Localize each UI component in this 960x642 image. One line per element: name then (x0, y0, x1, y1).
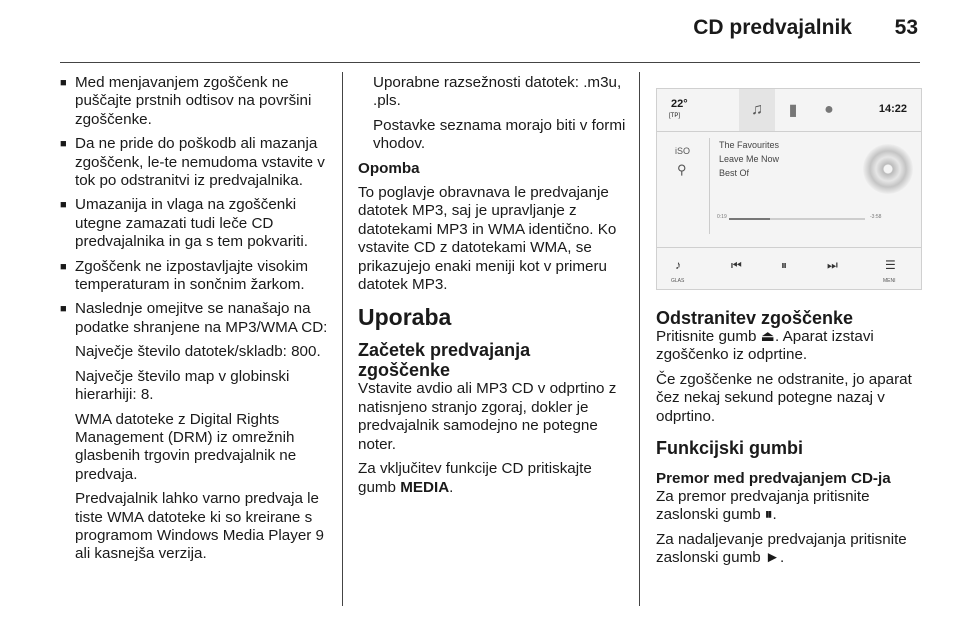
page-header-title: CD predvajalnik (693, 16, 852, 39)
phone-icon: ▮ (788, 102, 798, 119)
paragraph: WMA datoteke z Digital Rights Management (DRM) iz omrežnih glasbenih trgovin predvajalnik ne predvaja. (75, 410, 297, 483)
status-bar (657, 89, 921, 132)
music-note-icon: ♫ (739, 89, 775, 131)
text: Za premor predvajanja pritisnite zaslonski gumb (656, 488, 870, 524)
playlist-info (358, 74, 626, 154)
paragraph: Če zgoščenke ne odstranite, jo aparat čez nekaj sekund potegne nazaj v odprtino. (656, 370, 912, 425)
column-divider-2 (639, 72, 640, 606)
subsection-heading: Odstranitev zgoščenke (656, 308, 854, 328)
track-album: Best Of (719, 168, 750, 178)
progress-fill (729, 218, 770, 220)
mp3-limits (60, 343, 328, 563)
cd-disc-icon (863, 144, 913, 194)
media-button-label: MEDIA (400, 478, 450, 496)
progress-bar (729, 218, 865, 220)
section-heading: Uporaba (358, 304, 452, 331)
paragraph (656, 328, 926, 365)
paragraph: Uporabne razsežnosti datotek: .m3u, .pls. (373, 74, 622, 110)
text: Za nadaljevanje predvajanja pritisnite zaslonski gumb (656, 530, 907, 567)
paragraph: Največje število datotek/skladb: 800. (75, 343, 321, 361)
bullet-item: ■ Zgoščenk ne izpostavljajte visokim temperaturam in sončnim žarkom. (60, 258, 328, 295)
info-icon: ● (824, 101, 834, 118)
previous-track-icon: ⏮ (731, 258, 742, 272)
bullet-item: ■ Umazanija in vlaga na zgoščenki utegne zamazati tudi leče CD predvajalnika in ga s tem pokvariti. (60, 196, 328, 251)
paragraph (656, 531, 926, 568)
header-divider (60, 62, 920, 63)
subsection-heading: Začetek predvajanja zgoščenke (358, 340, 531, 381)
bullet-item: ■ Da ne pride do poškodb ali mazanja zgoščenk, le-te nemudoma vstavite v tok po odstranitvi iz predvajalnika. (60, 135, 328, 190)
page-number: 53 (894, 16, 918, 39)
now-playing-area (657, 132, 921, 247)
note-text: To poglavje obravnava le predvajanje datotek MP3, saj je upravljanje z datotekami MP3 in WMA identično. Ko vstavite CD z datotekami WMA, se prikazujejo enaki meniji kot v primeru datotek MP3. (358, 184, 617, 294)
audio-settings-icon: ♪ (675, 258, 681, 272)
text: . (449, 478, 454, 496)
bullet-item: ■ Naslednje omejitve se nanašajo na podatke shranjene na MP3/WMA CD: (60, 300, 328, 337)
divider (709, 138, 710, 234)
infotainment-screen-illustration (656, 88, 922, 290)
text: . Aparat izstavi zgoščenko iz odprtine. (656, 328, 874, 364)
subsection-heading: Funkcijski gumbi (656, 438, 804, 459)
column-1 (60, 74, 328, 570)
bullet-item: ■ Med menjavanjem zgoščenk ne puščajte prstnih odtisov na površini zgoščenke. (60, 74, 328, 129)
minor-heading: Premor med predvajanjem CD-ja (656, 470, 891, 488)
text: Pritisnite gumb (656, 328, 761, 345)
elapsed-time: 0:19 (717, 214, 727, 220)
play-icon: ► (764, 549, 780, 567)
clock: 14:22 (878, 103, 907, 115)
total-time: -3:58 (870, 214, 882, 220)
note-title: Opomba (358, 159, 420, 177)
column-divider-1 (342, 72, 343, 606)
paragraph: Največje število map v globinski hierarhiji: 8. (75, 367, 290, 404)
track-artist: Leave Me Now (719, 154, 780, 164)
eject-icon: ⏏ (760, 328, 776, 345)
pause-icon: ⏸ (781, 258, 788, 272)
control-bar (657, 247, 921, 290)
pause-icon: ⏸ (764, 506, 773, 524)
paragraph: Predvajalnik lahko varno predvaja le tiste WMA datoteke ki so kreirane s programom Windows Media Player 9 ali kasnejša verzija. (75, 490, 324, 563)
text: . (772, 506, 777, 524)
paragraph (656, 488, 926, 525)
temperature: 22° (671, 98, 688, 110)
paragraph: Vstavite avdio ali MP3 CD v odprtino z natisnjeno stranjo zgoraj, dokler je predvajalnik samodejno ne potegne noter. (358, 380, 617, 453)
source-label: iSO (675, 146, 691, 156)
bullet-list (60, 74, 328, 337)
menu-label: MENI (883, 278, 896, 284)
track-title: The Favourites (719, 140, 780, 150)
menu-icon: ☰ (885, 258, 896, 272)
text: Za vključitev funkcije CD pritiskajte gumb (358, 460, 592, 496)
text: . (779, 549, 785, 567)
column-2 (358, 74, 626, 503)
next-track-icon: ⏭ (827, 258, 838, 272)
tp-indicator: [TP] (669, 113, 681, 119)
audio-label: GLAS (671, 278, 685, 284)
paragraph: Postavke seznama morajo biti v formi vhodov. (373, 116, 626, 153)
search-icon: ⚲ (677, 162, 687, 177)
column-3 (656, 308, 926, 574)
paragraph (358, 460, 626, 497)
